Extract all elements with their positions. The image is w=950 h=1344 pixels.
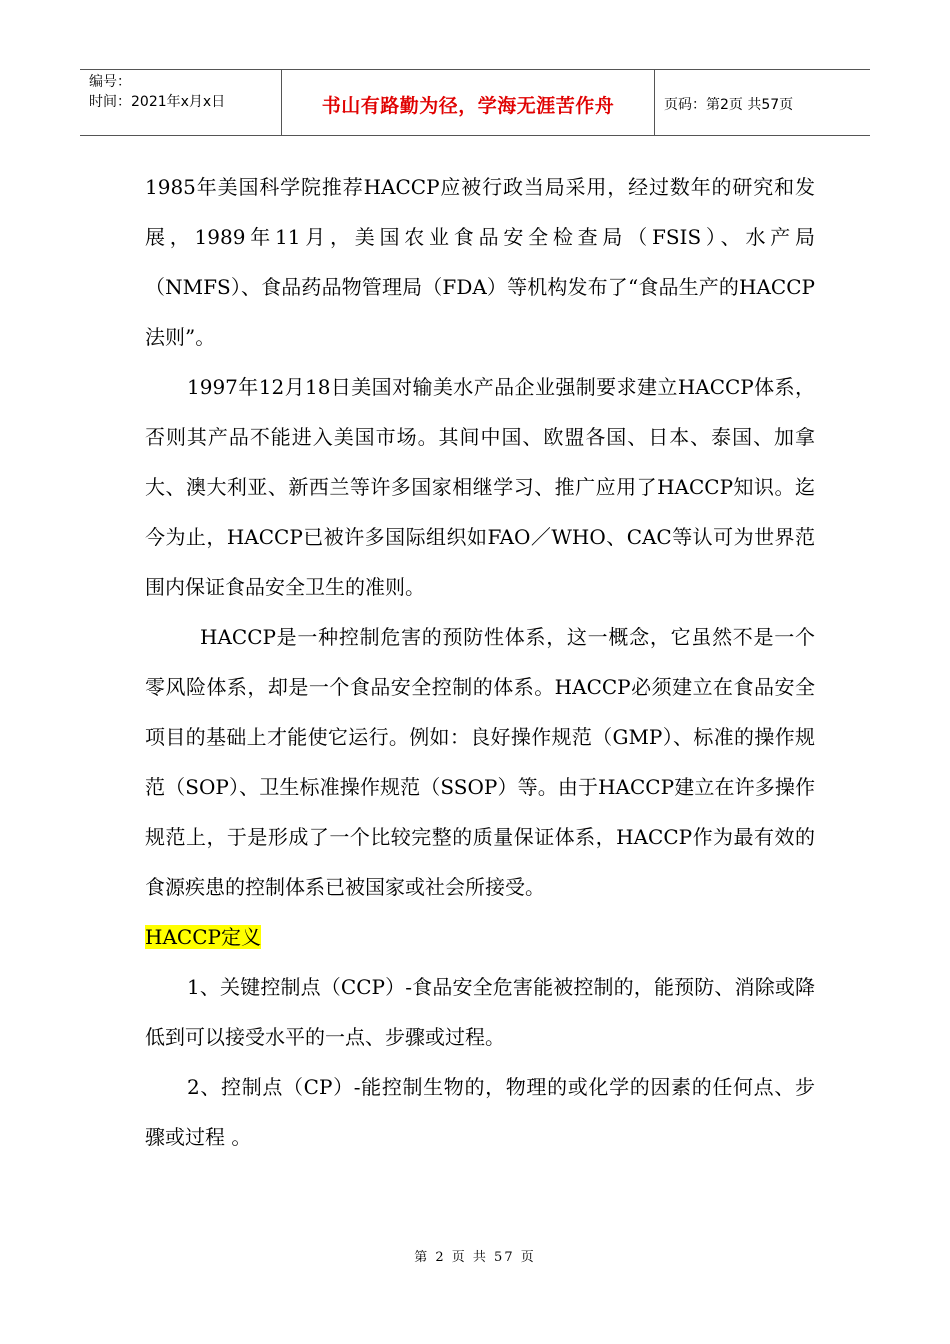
header-table xyxy=(80,69,870,136)
section-heading xyxy=(145,912,815,962)
header-meta xyxy=(80,70,282,135)
paragraph-concept: HACCP是一种控制危害的预防性体系，这一概念，它虽然不是一个零风险体系，却是一个食品安全控制的体系。HACCP必须建立在食品安全项目的基础上才能使它运行。例如：良好操作规范（GMP）、标准的操作规范（SOP）、卫生标准操作规范（SSOP）等。由于HACCP建立在许多操作规范上，于是形成了一个比较完整的质量保证体系，HACCP作为最有效的食源疾患的控制体系已被国家或社会所接受。 xyxy=(145,625,815,899)
page-footer: 第 2 页 共 57 页 xyxy=(414,1250,536,1265)
header-page-info xyxy=(655,70,870,135)
number-label: 编号： xyxy=(89,74,131,90)
heading-highlight: HACCP定义 xyxy=(145,925,261,949)
date-label: 时间：2021年x月x日 xyxy=(89,94,226,110)
page-info: 页码：第2页 共57页 xyxy=(664,96,794,113)
definition-item-1: 1、关键控制点（CCP）-食品安全危害能被控制的，能预防、消除或降低到可以接受水平的一点、步骤或过程。 xyxy=(145,975,815,1049)
motto: 书山有路勤为径，学海无涯苦作舟 xyxy=(321,95,615,117)
definition-item-2: 2、控制点（CP）-能控制生物的，物理的或化学的因素的任何点、步骤或过程 。 xyxy=(145,1075,815,1149)
header-motto-cell xyxy=(282,70,655,135)
paragraph-history: 1985年美国科学院推荐HACCP应被行政当局采用，经过数年的研究和发展，1989年11月，美国农业食品安全检查局（FSIS）、水产局（NMFS）、食品药品物管理局（FDA）等机构发布了“食品生产的HACCP法则”。 xyxy=(145,175,815,349)
document-body xyxy=(145,162,815,1162)
paragraph-adoption: 1997年12月18日美国对输美水产品企业强制要求建立HACCP体系，否则其产品不能进入美国市场。其间中国、欧盟各国、日本、泰国、加拿大、澳大利亚、新西兰等许多国家相继学习、推广应用了HACCP知识。迄今为止，HACCP已被许多国际组织如FAO／WHO、CAC等认可为世界范围内保证食品安全卫生的准则。 xyxy=(145,375,815,599)
